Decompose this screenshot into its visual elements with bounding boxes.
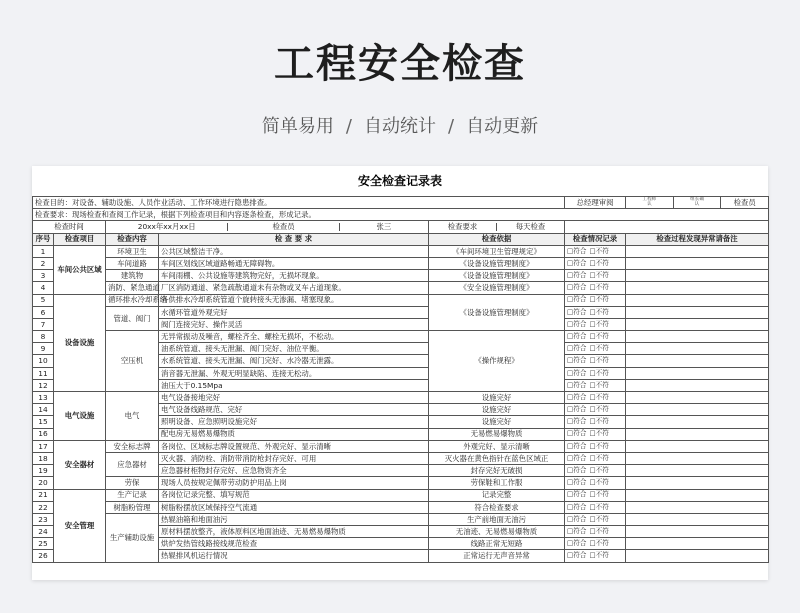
row-number: 5: [33, 294, 54, 306]
check-requirement-cell: 油系统管道、接头无泄漏、阀门完好、油位平衡。: [159, 343, 429, 355]
check-record-options[interactable]: [567, 492, 623, 497]
check-conform-option[interactable]: □符合: [567, 283, 587, 292]
check-requirement-cell: 各供排水冷却系统管道个旋转接头无渗漏、堵塞现象。: [159, 294, 429, 306]
check-content-cell: 生产记录: [106, 489, 159, 501]
check-basis-cell: 设施完好: [429, 404, 565, 416]
remark-cell[interactable]: [626, 428, 769, 440]
check-record-options[interactable]: [567, 502, 623, 511]
check-nonconform-option[interactable]: □不符: [589, 271, 609, 280]
check-content-cell: 空压机: [106, 331, 159, 392]
check-record-cell[interactable]: [565, 379, 626, 391]
check-requirement-cell: 配电房无易燃易爆物质: [159, 428, 429, 440]
check-nonconform-option[interactable]: □不符: [589, 380, 609, 389]
table-row: [33, 257, 769, 269]
check-basis-cell: 《车间环境卫生管理规定》: [429, 245, 565, 257]
sign-confirm-small: 认: [647, 202, 652, 207]
check-content-cell: 消防、紧急通道: [106, 282, 159, 294]
check-record-cell[interactable]: [565, 477, 626, 489]
check-record-cell[interactable]: [565, 452, 626, 464]
remark-cell[interactable]: [626, 306, 769, 318]
requirement-text: 检查要求：现场检查和查阅工作记录，根据下列检查项目和内容逐条检查，形成记录。: [33, 209, 769, 221]
check-record-cell[interactable]: [565, 538, 626, 550]
check-requirement-cell: 电气设备接地完好: [159, 392, 429, 404]
row-number: 14: [33, 404, 54, 416]
check-basis-cell: 《设备设施管理制度》: [429, 294, 565, 331]
check-record-options[interactable]: [567, 514, 623, 523]
row-number: 18: [33, 452, 54, 464]
check-basis-cell: 《设备设施管理制度》: [429, 270, 565, 282]
remark-cell[interactable]: [626, 392, 769, 404]
check-record-options[interactable]: [567, 273, 623, 278]
inspector-label: 检查员: [227, 223, 339, 230]
tag-easy: 简单易用: [261, 116, 334, 137]
sign-confirm-small: 认: [694, 202, 700, 207]
check-record-cell[interactable]: [565, 343, 626, 355]
check-conform-option[interactable]: □符合: [567, 441, 587, 450]
check-item-group: 电气设施: [54, 392, 106, 441]
remark-cell[interactable]: [626, 282, 769, 294]
check-content-cell: 循环排水冷却系统: [106, 294, 159, 306]
check-requirement-cell: 现场人员按规定佩带劳动防护用品上岗: [159, 477, 429, 489]
row-number: 19: [33, 465, 54, 477]
purpose-text: 检查目的：对设备、辅助设施、人员作业活动、工作环境进行隐患排查。: [33, 197, 565, 209]
check-requirement-cell: 消音器无泄漏、外观无明显缺陷、连接无松动。: [159, 367, 429, 379]
check-record-options[interactable]: [567, 419, 623, 424]
check-record-options[interactable]: [567, 297, 623, 302]
remark-cell[interactable]: [626, 416, 769, 428]
remark-cell[interactable]: [626, 489, 769, 501]
remark-cell[interactable]: [626, 452, 769, 464]
check-conform-option[interactable]: □符合: [567, 453, 587, 462]
row-number: 3: [33, 270, 54, 282]
check-basis-cell: 无易燃易爆物质: [429, 428, 565, 440]
requirement-row: [33, 209, 769, 221]
check-record-cell[interactable]: [565, 550, 626, 562]
remark-cell[interactable]: [626, 318, 769, 330]
check-nonconform-option[interactable]: □不符: [589, 331, 609, 340]
check-record-options[interactable]: [567, 453, 623, 462]
row-number: 20: [33, 477, 54, 489]
check-requirement-cell: 灭火器、消防栓、消防带消防枪封存完好、可用: [159, 452, 429, 464]
check-requirement-cell: 厂区消防通道、紧急疏散通道未有杂物或叉车占道现象。: [159, 282, 429, 294]
check-record-options[interactable]: [567, 358, 623, 363]
manager-review-label: 总经理审阅: [565, 197, 626, 209]
check-basis-cell: 《设备设施管理制度》: [429, 257, 565, 269]
tag-auto-stats: 自动统计: [364, 116, 436, 137]
check-requirement-cell: 公共区域整洁干净。: [159, 245, 429, 257]
check-requirement-cell: 热辊排风机运行情况: [159, 550, 429, 562]
check-record-options[interactable]: [567, 407, 623, 412]
check-requirement-cell: 树脂粉摆放区域保持空气流通: [159, 501, 429, 513]
meta-row: [33, 221, 769, 233]
check-basis-cell: 灭火器在黄色指针在蓝色区域正: [429, 452, 565, 464]
check-record-cell[interactable]: [565, 282, 626, 294]
remark-cell[interactable]: [626, 379, 769, 391]
check-item-group: 安全器材: [54, 440, 106, 489]
col-header-record: 检查情况记录: [565, 233, 626, 245]
inspection-sheet: [32, 166, 768, 580]
table-row: [33, 306, 769, 318]
row-number: 7: [33, 318, 54, 330]
check-conform-option[interactable]: □符合: [567, 258, 587, 267]
check-conform-option[interactable]: □符合: [567, 551, 587, 560]
check-conform-option[interactable]: □符合: [567, 514, 587, 523]
check-nonconform-option[interactable]: □不符: [589, 441, 609, 450]
remark-cell[interactable]: [626, 245, 769, 257]
row-number: 17: [33, 440, 54, 452]
check-record-options[interactable]: [567, 285, 623, 290]
check-content-cell: 劳保: [106, 477, 159, 489]
check-record-cell[interactable]: [565, 392, 626, 404]
check-nonconform-option[interactable]: □不符: [589, 490, 609, 499]
check-nonconform-option[interactable]: □不符: [589, 453, 609, 462]
check-requirement-cell: 应急器材柜物封存完好、应急物资齐全: [159, 465, 429, 477]
check-conform-option[interactable]: □符合: [567, 526, 587, 535]
table-row: [33, 489, 769, 501]
col-header-item: 检查项目: [54, 233, 106, 245]
check-nonconform-option[interactable]: □不符: [589, 514, 609, 523]
check-conform-option[interactable]: □符合: [567, 331, 587, 340]
remark-cell[interactable]: [626, 526, 769, 538]
check-item-group: 安全管理: [54, 489, 106, 562]
row-number: 12: [33, 379, 54, 391]
check-requirement-label: 检查要求: [429, 223, 497, 230]
check-basis-cell: 《操作规程》: [429, 331, 565, 392]
table-row: [33, 392, 769, 404]
check-conform-option[interactable]: □符合: [567, 478, 587, 487]
check-basis-cell: 正常运行无声音异常: [429, 550, 565, 562]
col-header-requirement: 检 查 要 求: [159, 233, 429, 245]
sheet-title: 安全检查记录表: [357, 174, 442, 188]
check-requirement-cell: 原材料摆放整齐，液体原料区地面油迹、无易燃易爆物质: [159, 526, 429, 538]
team-leader-sign-label: 组长确: [690, 197, 704, 202]
check-record-options[interactable]: [567, 258, 623, 267]
check-nonconform-option[interactable]: □不符: [589, 429, 609, 438]
check-basis-cell: 生产前地面无油污: [429, 513, 565, 525]
check-requirement-cell: 电气设备线路规范、完好: [159, 404, 429, 416]
remark-cell[interactable]: [626, 367, 769, 379]
remark-cell[interactable]: [626, 404, 769, 416]
check-requirement-cell: 水系统管道、接头无泄漏、阀门完好、水冷器无泄露。: [159, 355, 429, 367]
check-nonconform-option[interactable]: □不符: [589, 368, 609, 377]
check-conform-option[interactable]: □符合: [567, 417, 587, 426]
check-conform-option[interactable]: □符合: [567, 319, 587, 328]
check-record-options[interactable]: [567, 526, 623, 535]
check-basis-cell: 线路正常无短路: [429, 538, 565, 550]
check-basis-cell: 外观完好、显示清晰: [429, 440, 565, 452]
check-conform-option[interactable]: □符合: [567, 368, 587, 377]
remark-cell[interactable]: [626, 550, 769, 562]
table-row: [33, 294, 769, 306]
check-record-cell[interactable]: [565, 404, 626, 416]
column-header-row: [33, 233, 769, 245]
check-frequency-value: 每天检查: [515, 222, 546, 232]
remark-cell[interactable]: [626, 477, 769, 489]
check-record-options[interactable]: [567, 553, 623, 558]
check-record-cell[interactable]: [565, 318, 626, 330]
check-record-cell[interactable]: [565, 355, 626, 367]
check-record-options[interactable]: [567, 431, 623, 436]
check-record-options[interactable]: [567, 331, 623, 340]
table-row: [33, 270, 769, 282]
check-nonconform-option[interactable]: □不符: [589, 502, 609, 511]
check-conform-option[interactable]: □符合: [567, 466, 587, 475]
check-requirement-cell: 水循环管道外观完好: [159, 306, 429, 318]
row-number: 10: [33, 355, 54, 367]
table-row: [33, 501, 769, 513]
check-record-cell[interactable]: [565, 257, 626, 269]
check-basis-cell: 设施完好: [429, 392, 565, 404]
row-number: 23: [33, 513, 54, 525]
check-record-cell[interactable]: [565, 428, 626, 440]
col-header-basis: 检查依据: [429, 233, 565, 245]
check-nonconform-option[interactable]: □不符: [589, 405, 609, 414]
row-number: 11: [33, 367, 54, 379]
row-number: 6: [33, 306, 54, 318]
check-nonconform-option[interactable]: □不符: [589, 283, 609, 292]
check-nonconform-option[interactable]: □不符: [589, 478, 609, 487]
remark-cell[interactable]: [626, 538, 769, 550]
tag-separator: /: [448, 116, 455, 137]
check-conform-option[interactable]: □符合: [567, 539, 587, 548]
check-basis-cell: 记录完整: [429, 489, 565, 501]
table-row: [33, 331, 769, 343]
check-conform-option[interactable]: □符合: [567, 380, 587, 389]
check-content-cell: 生产辅助设施: [106, 513, 159, 562]
check-record-cell[interactable]: [565, 331, 626, 343]
check-content-cell: 车间道路: [106, 257, 159, 269]
check-nonconform-option[interactable]: □不符: [589, 258, 609, 267]
check-conform-option[interactable]: □符合: [567, 344, 587, 353]
check-content-cell: 环境卫生: [106, 245, 159, 257]
check-record-options[interactable]: [567, 307, 623, 316]
remark-cell[interactable]: [626, 294, 769, 306]
col-header-remark: 检查过程发现异常请备注: [626, 233, 769, 245]
check-conform-option[interactable]: □符合: [567, 405, 587, 414]
check-time-value: 20xx年xx月xx日: [137, 222, 196, 232]
check-requirement-cell: 各岗位记录完整、填写规范: [159, 489, 429, 501]
check-record-cell[interactable]: [565, 270, 626, 282]
engineer-sign-label: 工程师: [642, 197, 657, 202]
check-conform-option[interactable]: □符合: [567, 356, 587, 365]
check-requirement-cell: 车间区划线区域道路畅通无障碍物。: [159, 257, 429, 269]
check-record-options[interactable]: [567, 392, 623, 401]
check-nonconform-option[interactable]: □不符: [589, 295, 609, 304]
check-conform-option[interactable]: □符合: [567, 490, 587, 499]
col-header-no: 序号: [33, 233, 54, 245]
inspector-value: 张三: [376, 222, 392, 232]
check-requirement-cell: 车间雨棚、公共设施等建筑物完好，无损坏现象。: [159, 270, 429, 282]
purpose-row: [33, 197, 769, 209]
remark-cell[interactable]: [626, 513, 769, 525]
check-record-options[interactable]: [567, 441, 623, 450]
check-conform-option[interactable]: □符合: [567, 502, 587, 511]
inspector-sign-label: 检查员: [733, 198, 756, 207]
check-requirement-cell: 热辊油箱和地面油污: [159, 513, 429, 525]
check-content-cell: 应急器材: [106, 452, 159, 476]
check-conform-option[interactable]: □符合: [567, 271, 587, 280]
remark-cell[interactable]: [626, 355, 769, 367]
check-conform-option[interactable]: □符合: [567, 246, 587, 255]
check-record-options[interactable]: [567, 541, 623, 546]
check-record-cell[interactable]: [565, 416, 626, 428]
check-requirement-cell: 各岗位、区域标志牌设置规范、外观完好、显示清晰: [159, 440, 429, 452]
row-number: 25: [33, 538, 54, 550]
check-record-cell[interactable]: [565, 245, 626, 257]
check-record-cell[interactable]: [565, 526, 626, 538]
row-number: 15: [33, 416, 54, 428]
check-basis-cell: 《安全设施管理制度》: [429, 282, 565, 294]
col-header-content: 检查内容: [106, 233, 159, 245]
row-number: 13: [33, 392, 54, 404]
remark-cell[interactable]: [626, 465, 769, 477]
check-record-options[interactable]: [567, 246, 623, 255]
remark-cell[interactable]: [626, 501, 769, 513]
table-row: [33, 245, 769, 257]
check-record-cell[interactable]: [565, 306, 626, 318]
remark-cell[interactable]: [626, 270, 769, 282]
check-nonconform-option[interactable]: □不符: [589, 466, 609, 475]
check-nonconform-option[interactable]: □不符: [589, 551, 609, 560]
check-nonconform-option[interactable]: □不符: [589, 417, 609, 426]
check-content-cell: 安全标志牌: [106, 440, 159, 452]
table-row: [33, 452, 769, 464]
check-basis-cell: 符合检查要求: [429, 501, 565, 513]
row-number: 22: [33, 501, 54, 513]
row-number: 9: [33, 343, 54, 355]
tag-separator: /: [345, 116, 352, 137]
check-record-options[interactable]: [567, 468, 623, 473]
check-record-cell[interactable]: [565, 489, 626, 501]
row-number: 8: [33, 331, 54, 343]
check-content-cell: 树脂粉管理: [106, 501, 159, 513]
table-row: [33, 477, 769, 489]
check-content-cell: 电气: [106, 392, 159, 441]
check-nonconform-option[interactable]: □不符: [589, 356, 609, 365]
remark-cell[interactable]: [626, 440, 769, 452]
remark-cell[interactable]: [626, 331, 769, 343]
feature-tagline: [0, 112, 800, 138]
check-basis-cell: 设施完好: [429, 416, 565, 428]
check-record-cell[interactable]: [565, 501, 626, 513]
check-record-options[interactable]: [567, 346, 623, 351]
check-basis-cell: 劳保鞋和工作服: [429, 477, 565, 489]
check-record-options[interactable]: [567, 480, 623, 485]
check-nonconform-option[interactable]: □不符: [589, 526, 609, 535]
check-record-options[interactable]: [567, 368, 623, 377]
check-record-cell[interactable]: [565, 367, 626, 379]
check-record-options[interactable]: [567, 380, 623, 389]
row-number: 16: [33, 428, 54, 440]
check-record-cell[interactable]: [565, 465, 626, 477]
check-conform-option[interactable]: □符合: [567, 392, 587, 401]
check-requirement-cell: 照明设备、应急照明设施完好: [159, 416, 429, 428]
check-basis-cell: 无油迹、无易燃易爆物质: [429, 526, 565, 538]
check-time-label: 检查时间: [33, 221, 106, 233]
check-nonconform-option[interactable]: □不符: [589, 344, 609, 353]
check-basis-cell: 封存完好无破损: [429, 465, 565, 477]
check-conform-option[interactable]: □符合: [567, 307, 587, 316]
check-conform-option[interactable]: □符合: [567, 295, 587, 304]
check-record-options[interactable]: [567, 319, 623, 328]
row-number: 21: [33, 489, 54, 501]
check-content-cell: 管道、阀门: [106, 306, 159, 330]
check-requirement-cell: 无异常振动及噪音，螺栓齐全、螺栓无损坏，不松动。: [159, 331, 429, 343]
row-number: 26: [33, 550, 54, 562]
check-nonconform-option[interactable]: □不符: [589, 307, 609, 316]
table-row: [33, 513, 769, 525]
check-nonconform-option[interactable]: □不符: [589, 392, 609, 401]
check-item-group: 车间公共区域: [54, 245, 106, 294]
check-record-cell[interactable]: [565, 513, 626, 525]
remark-cell[interactable]: [626, 343, 769, 355]
table-row: [33, 282, 769, 294]
check-nonconform-option[interactable]: □不符: [589, 246, 609, 255]
check-nonconform-option[interactable]: □不符: [589, 539, 609, 548]
page-title: 工程安全检查: [274, 41, 526, 87]
inspection-table: [32, 196, 769, 563]
row-number: 2: [33, 257, 54, 269]
row-number: 4: [33, 282, 54, 294]
check-record-cell[interactable]: [565, 294, 626, 306]
table-row: [33, 440, 769, 452]
tag-auto-update: 自动更新: [466, 116, 539, 137]
check-requirement-cell: 油压大于0.15Mpa: [159, 379, 429, 391]
row-number: 1: [33, 245, 54, 257]
check-conform-option[interactable]: □符合: [567, 429, 587, 438]
check-record-cell[interactable]: [565, 440, 626, 452]
check-nonconform-option[interactable]: □不符: [589, 319, 609, 328]
check-requirement-cell: 烘炉发热管线路接线规范检查: [159, 538, 429, 550]
check-requirement-cell: 阀门连接完好、操作灵活: [159, 318, 429, 330]
row-number: 24: [33, 526, 54, 538]
check-item-group: 设备设施: [54, 294, 106, 392]
remark-cell[interactable]: [626, 257, 769, 269]
check-content-cell: 建筑物: [106, 270, 159, 282]
